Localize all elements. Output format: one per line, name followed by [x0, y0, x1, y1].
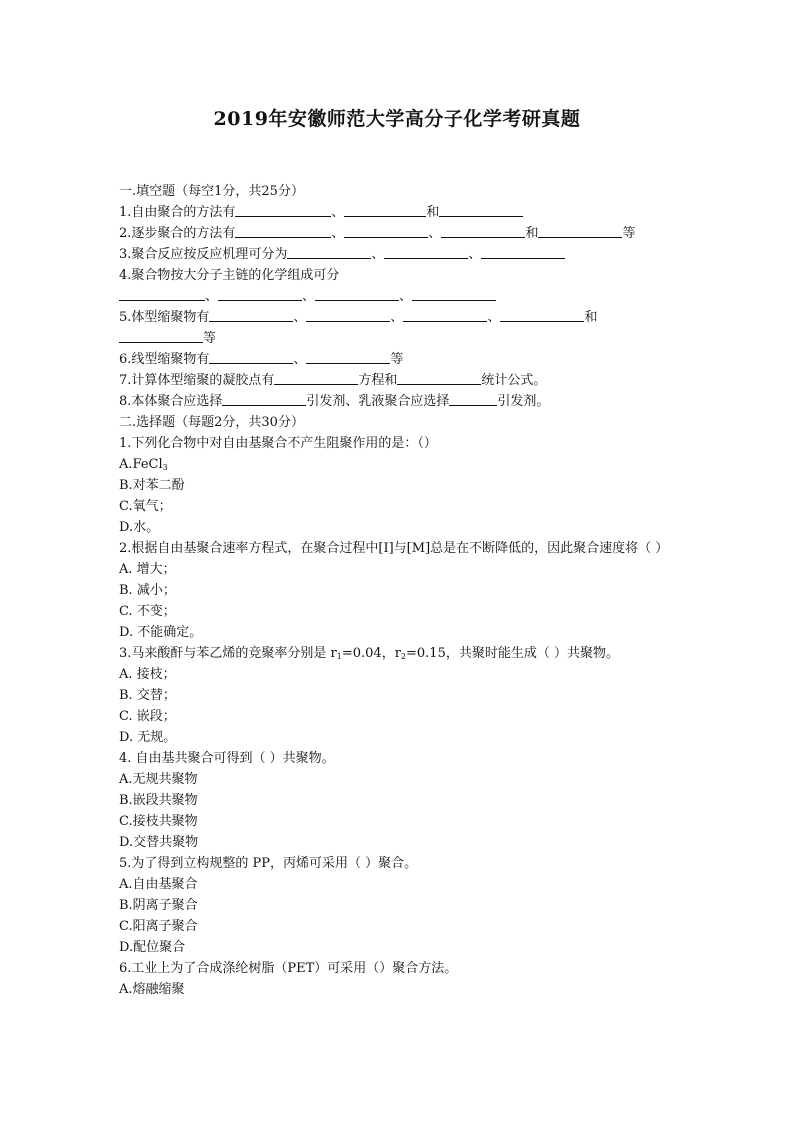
- answer-blank: [235, 202, 331, 217]
- separator: 和: [584, 310, 598, 325]
- fill-q5-text: 5.体型缩聚物有: [119, 310, 210, 325]
- separator: 和: [426, 205, 440, 220]
- fill-q8-end: 引发剂。: [497, 394, 550, 409]
- choice-q4-option-d: D.交替共聚物: [119, 835, 199, 850]
- section1-heading: 一.填空题（每空1分，共25分）: [119, 184, 304, 199]
- answer-blank: [481, 244, 565, 259]
- fill-q5-cont: [119, 328, 679, 349]
- choice-q3-option-a: A. 接枝；: [119, 667, 176, 682]
- choice-q4-stem: 4. 自由基共聚合可得到（ ）共聚物。: [119, 751, 335, 766]
- answer-blank: [119, 286, 205, 301]
- choice-q5-option-d: D.配位聚合: [119, 940, 186, 955]
- choice-q3-stem: [119, 643, 679, 664]
- subscript: 2: [400, 652, 407, 661]
- choice-q2-option-b: B. 减小；: [119, 583, 176, 598]
- separator: 、: [293, 310, 307, 325]
- fill-q2: [119, 223, 679, 244]
- answer-blank: [344, 202, 426, 217]
- choice-q1-option-d: D.水。: [119, 520, 160, 535]
- fill-q8-text: 8.本体聚合应选择: [119, 394, 223, 409]
- fill-q3-text: 3.聚合反应按反应机理可分为: [119, 247, 288, 262]
- fill-q1-text: 1.自由聚合的方法有: [119, 205, 236, 220]
- fill-q7-end: 统计公式。: [481, 373, 547, 388]
- answer-blank: [538, 223, 622, 238]
- fill-q4-blanks: [119, 286, 679, 307]
- answer-blank: [209, 349, 293, 364]
- answer-blank: [306, 307, 390, 322]
- fill-q6-text: 6.线型缩聚物有: [119, 352, 210, 367]
- separator: 等: [203, 331, 217, 346]
- choice-q2-option-c: C. 不变；: [119, 604, 176, 619]
- choice-q4-option-b: B.嵌段共聚物: [119, 793, 198, 808]
- answer-blank: [306, 349, 390, 364]
- choice-q1-option-b: B.对苯二酚: [119, 478, 185, 493]
- fill-q1: [119, 202, 679, 223]
- choice-q1-stem: 1.下列化合物中对自由基聚合不产生阻聚作用的是：（）: [119, 436, 437, 451]
- answer-blank: [397, 370, 481, 385]
- choice-q6-option-a: A.熔融缩聚: [119, 982, 185, 997]
- answer-blank: [287, 244, 371, 259]
- separator: 、: [205, 289, 219, 304]
- choice-q5-option-a: A.自由基聚合: [119, 877, 198, 892]
- answer-blank: [222, 391, 306, 406]
- choice-q6-stem: 6.工业上为了合成涤纶树脂（PET）可采用（）聚合方法。: [119, 961, 458, 976]
- choice-q5-stem: 5.为了得到立构规整的 PP，丙烯可采用（ ）聚合。: [119, 856, 418, 871]
- separator: 、: [302, 289, 316, 304]
- page-title: 2019年安徽师范大学高分子化学考研真题: [213, 108, 581, 130]
- fill-q3: [119, 244, 679, 265]
- separator: 、: [331, 205, 345, 220]
- fill-q7: [119, 370, 679, 391]
- fill-q5: [119, 307, 679, 328]
- choice-q4-option-c: C.接枝共聚物: [119, 814, 198, 829]
- separator: 、: [390, 310, 404, 325]
- answer-blank: [315, 286, 399, 301]
- choice-q2-stem: 2.根据自由基聚合速率方程式，在聚合过程中[I]与[M]总是在不断降低的，因此聚合速度将（ ）: [119, 541, 669, 556]
- subscript: 3: [162, 463, 168, 472]
- separator: 等: [622, 226, 636, 241]
- separator: 、: [468, 247, 482, 262]
- stem-text: =0.04，r: [341, 646, 401, 661]
- fill-q8: [119, 391, 679, 412]
- answer-blank: [274, 370, 358, 385]
- subscript: 1: [336, 652, 342, 661]
- answer-blank: [439, 202, 523, 217]
- answer-blank: [441, 223, 525, 238]
- answer-blank: [412, 286, 496, 301]
- option-text: A.FeCl: [119, 457, 163, 472]
- choice-q2-option-a: A. 增大；: [119, 562, 176, 577]
- fill-q6: [119, 349, 679, 370]
- stem-text: =0.15，共聚时能生成（ ）共聚物。: [406, 646, 619, 661]
- fill-q7-text: 7.计算体型缩聚的凝胶点有: [119, 373, 275, 388]
- separator: 、: [371, 247, 385, 262]
- stem-text: 3.马来酸酐与苯乙烯的竞聚率分别是 r: [119, 646, 337, 661]
- choice-q3-option-b: B. 交替；: [119, 688, 176, 703]
- answer-blank: [218, 286, 302, 301]
- separator: 和: [525, 226, 539, 241]
- answer-blank: [235, 223, 331, 238]
- separator: 、: [487, 310, 501, 325]
- choice-q1-option-a: [119, 454, 679, 475]
- choice-q2-option-d: D. 不能确定。: [119, 625, 203, 640]
- fill-q7-mid: 方程和: [358, 373, 398, 388]
- answer-blank: [344, 223, 428, 238]
- answer-blank: [449, 391, 497, 406]
- exam-content: [119, 181, 679, 1000]
- separator: 等: [390, 352, 404, 367]
- answer-blank: [384, 244, 468, 259]
- answer-blank: [119, 328, 203, 343]
- answer-blank: [403, 307, 487, 322]
- choice-q1-option-c: C.氧气；: [119, 499, 172, 514]
- separator: 、: [399, 289, 413, 304]
- section2-heading: 二.选择题（每题2分，共30分）: [119, 415, 304, 430]
- answer-blank: [500, 307, 584, 322]
- fill-q4: 4.聚合物按大分子主链的化学组成可分: [119, 268, 340, 283]
- choice-q3-option-c: C. 嵌段；: [119, 709, 176, 724]
- choice-q5-option-c: C.阳离子聚合: [119, 919, 198, 934]
- choice-q3-option-d: D. 无规。: [119, 730, 177, 745]
- separator: 、: [331, 226, 345, 241]
- separator: 、: [428, 226, 442, 241]
- choice-q5-option-b: B.阴离子聚合: [119, 898, 198, 913]
- separator: 、: [293, 352, 307, 367]
- fill-q2-text: 2.逐步聚合的方法有: [119, 226, 236, 241]
- choice-q4-option-a: A.无规共聚物: [119, 772, 198, 787]
- fill-q8-mid: 引发剂、乳液聚合应选择: [306, 394, 450, 409]
- answer-blank: [209, 307, 293, 322]
